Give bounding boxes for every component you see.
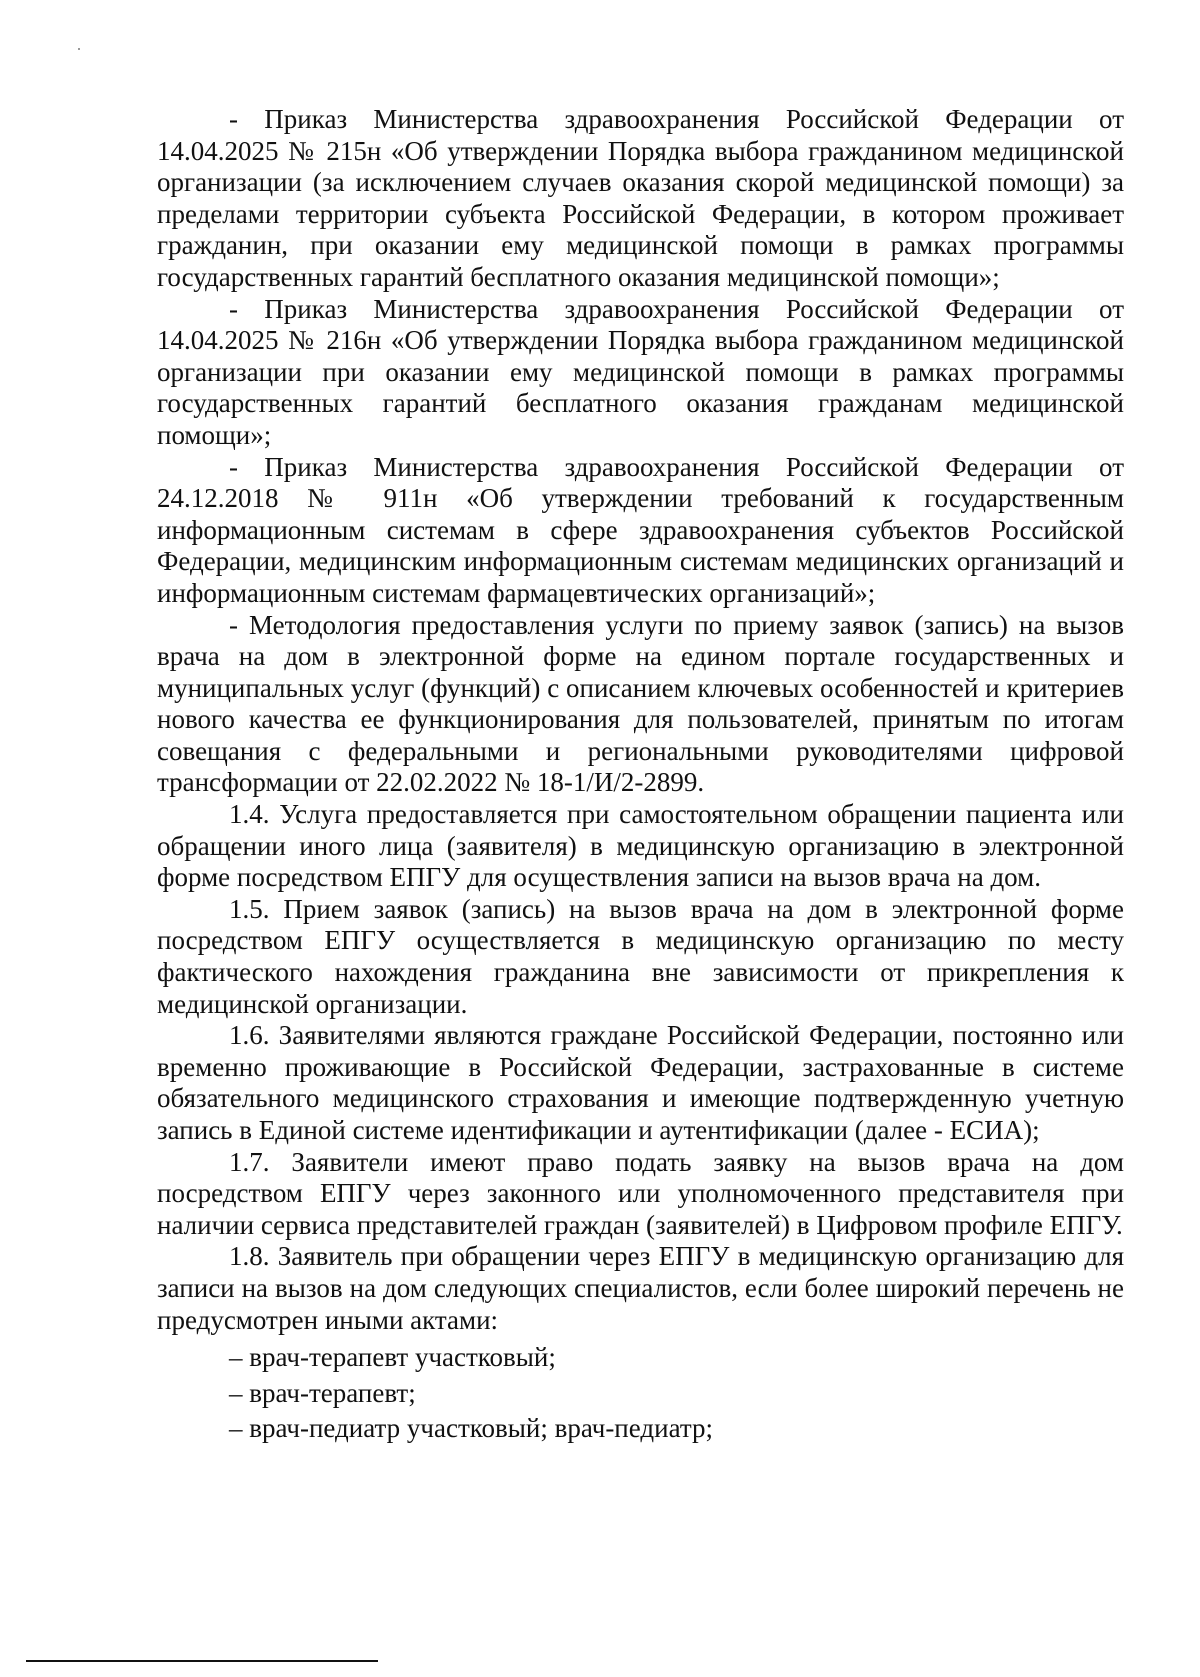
paragraph-order-911n: - Приказ Министерства здравоохранения Российской Федерации от 24.12.2018 № 911н «Об утверждении требований к государственным информационным системам в сфере здравоохранения субъектов Российской Федерации, медицинским информационным системам медицинских организаций и информационным системам фармацевтических организаций»; [157, 451, 1124, 608]
paragraph-1-4: 1.4. Услуга предоставляется при самостоятельном обращении пациента или обращении иного лица (заявителя) в медицинскую организацию в электронной форме посредством ЕПГУ для осуществления записи на вызов врача на дом. [157, 799, 1124, 893]
footnote-separator [26, 1660, 378, 1662]
document-body [157, 104, 1124, 1449]
list-item: – врач-терапевт; [229, 1377, 416, 1408]
paragraph-1-5: 1.5. Прием заявок (запись) на вызов врача на дом в электронной форме посредством ЕПГУ осуществляется в медицинскую организацию по месту фактического нахождения гражданина вне зависимости от прикрепления к медицинской организации. [157, 893, 1124, 1019]
paragraph-order-215n: - Приказ Министерства здравоохранения Российской Федерации от 14.04.2025 № 215н «Об утверждении Порядка выбора гражданином медицинской организации (за исключением случаев оказания скорой медицинской помощи) за пределами территории субъекта Российской Федерации, в котором проживает гражданин, при оказании ему медицинской помощи в рамках программы государственных гарантий бесплатного оказания медицинской помощи»; [157, 104, 1124, 292]
paragraph-1-7: 1.7. Заявители имеют право подать заявку на вызов врача на дом посредством ЕПГУ через законного или уполномоченного представителя при наличии сервиса представителей граждан (заявителей) в Цифровом профиле ЕПГУ. [157, 1146, 1124, 1240]
list-item: – врач-терапевт участковый; [229, 1342, 556, 1373]
scan-speck [78, 48, 80, 50]
paragraph-1-8: 1.8. Заявитель при обращении через ЕПГУ в медицинскую организацию для записи на вызов на дом следующих специалистов, если более широкий перечень не предусмотрен иными актами: [157, 1241, 1124, 1335]
paragraph-methodology: - Методология предоставления услуги по приему заявок (запись) на вызов врача на дом в электронной форме на едином портале государственных и муниципальных услуг (функций) с описанием ключевых особенностей и критериев нового качества ее функционирования для пользователей, принятым по итогам совещания с федеральными и региональными руководителями цифровой трансформации от 22.02.2022 № 18-1/И/2-2899. [157, 609, 1124, 798]
paragraph-1-6: 1.6. Заявителями являются граждане Российской Федерации, постоянно или временно проживающие в Российской Федерации, застрахованные в системе обязательного медицинского страхования и имеющие подтвержденную учетную запись в Единой системе идентификации и аутентификации (далее - ЕСИА); [157, 1020, 1124, 1145]
specialists-list [157, 1342, 1124, 1445]
list-item: – врач-педиатр участковый; врач-педиатр; [229, 1413, 713, 1444]
paragraph-order-216n: - Приказ Министерства здравоохранения Российской Федерации от 14.04.2025 № 216н «Об утверждении Порядка выбора гражданином медицинской организации при оказании ему медицинской помощи в рамках программы государственных гарантий бесплатного оказания гражданам медицинской помощи»; [157, 293, 1124, 450]
